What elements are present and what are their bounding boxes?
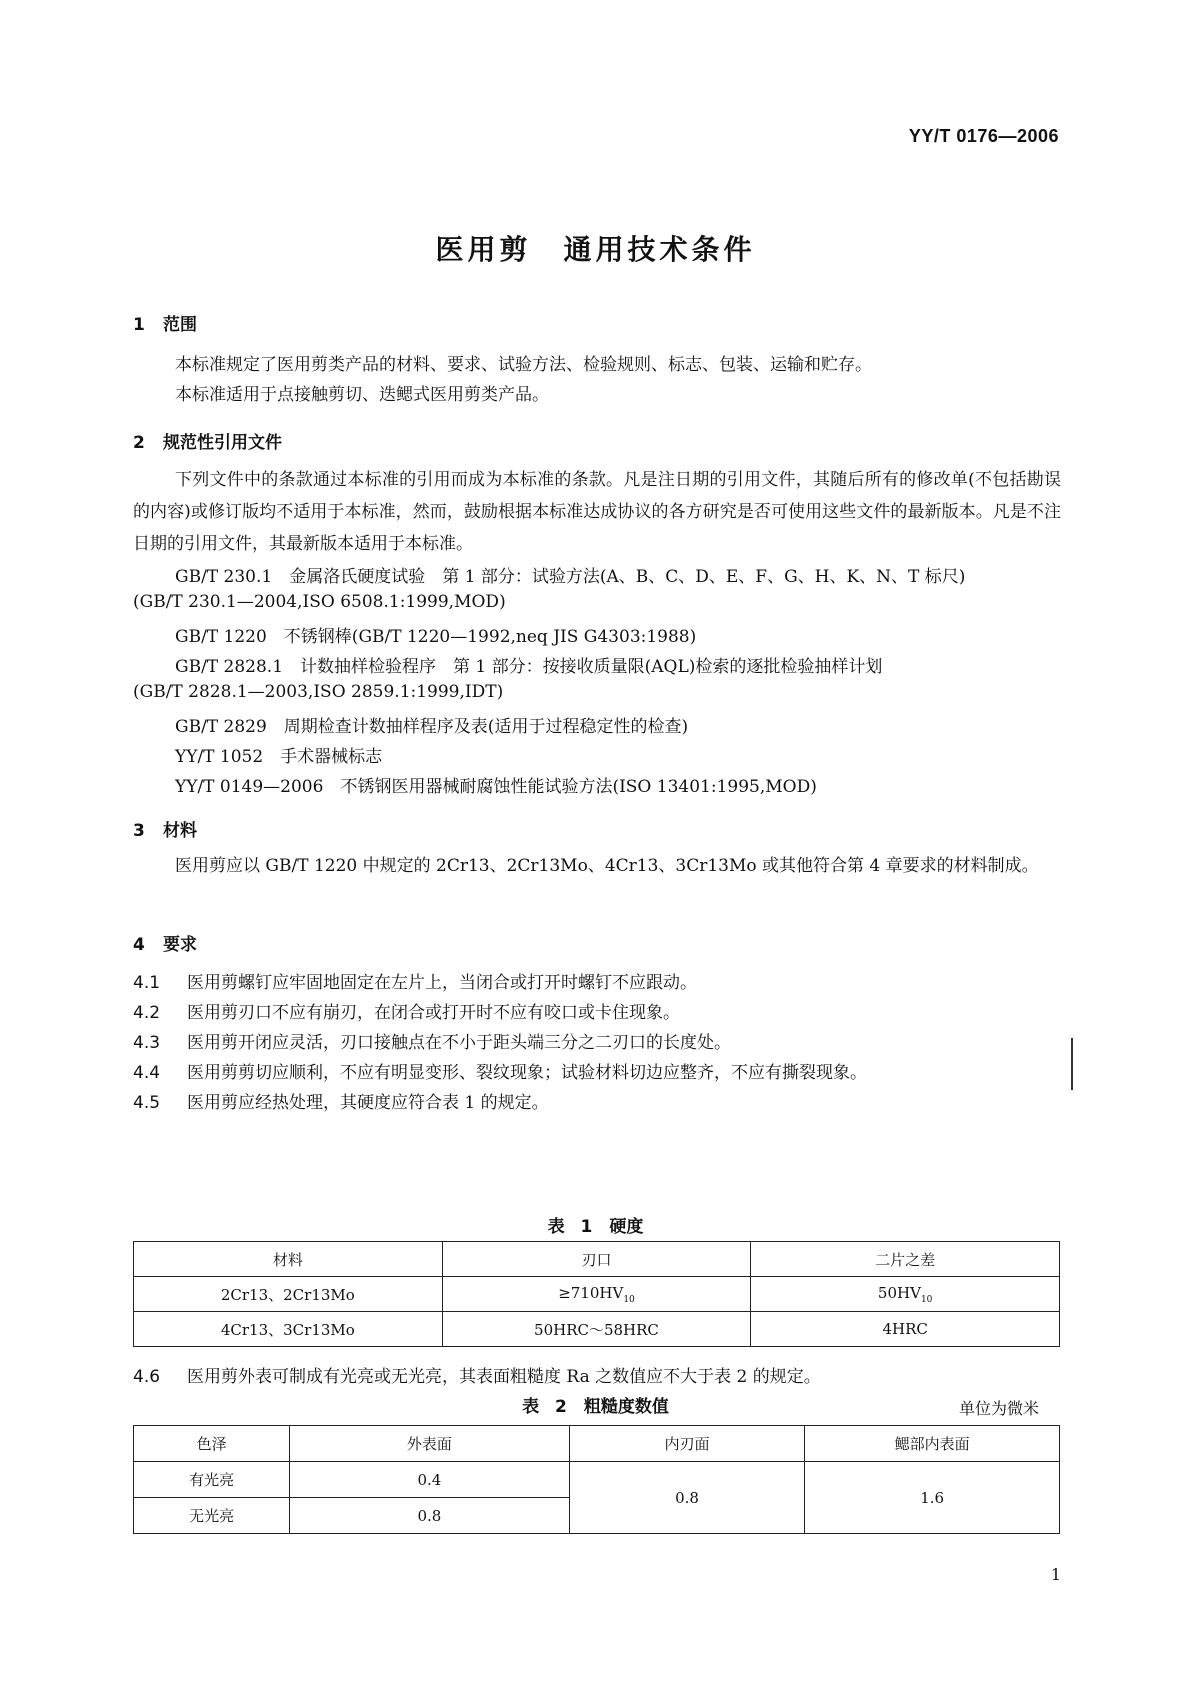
table-cell-merged: 0.8: [569, 1462, 805, 1534]
table-header-cell: 材料: [134, 1242, 443, 1277]
page-number: 1: [1050, 1565, 1061, 1584]
table-cell: [442, 1277, 751, 1312]
table-row: [134, 1277, 1060, 1312]
section-number: 4: [133, 935, 145, 955]
reference-item: GB/T 2828.1 计数抽样检验程序 第 1 部分：按接收质量限(AQL)检索的逐批检验抽样计划: [175, 657, 883, 677]
document-code: YY/T 0176—2006: [908, 126, 1059, 146]
requirement-item: [133, 1028, 731, 1053]
table-cell: 4HRC: [751, 1312, 1060, 1347]
value-main: ≥710HV: [558, 1283, 624, 1302]
table-header-cell: 刃口: [442, 1242, 751, 1277]
requirement-number: 4.3: [133, 1033, 161, 1053]
section-title: 材料: [163, 821, 197, 841]
requirement-number: 4.5: [133, 1093, 161, 1113]
requirement-text: 医用剪刃口不应有崩刃，在闭合或打开时不应有咬口或卡住现象。: [187, 1003, 680, 1023]
table-cell-merged: 1.6: [805, 1462, 1060, 1534]
section-heading-normative-references: [133, 428, 282, 453]
paragraph: 医用剪应以 GB/T 1220 中规定的 2Cr13、2Cr13Mo、4Cr13、3Cr13Mo 或其他符合第 4 章要求的材料制成。: [175, 856, 1039, 876]
requirement-number: 4.2: [133, 1003, 161, 1023]
table-unit-note: 单位为微米: [958, 1399, 1039, 1418]
table-header-cell: 二片之差: [751, 1242, 1060, 1277]
reference-item-cont: (GB/T 2828.1—2003,ISO 2859.1:1999,IDT): [133, 682, 504, 702]
table-header-cell: 外表面: [290, 1426, 569, 1462]
hardness-table: [133, 1241, 1060, 1347]
roughness-table: [133, 1425, 1060, 1534]
section-title: 范围: [163, 315, 197, 335]
paragraph: 本标准适用于点接触剪切、迭鳃式医用剪类产品。: [175, 385, 549, 405]
value-main: 50HV: [877, 1283, 921, 1302]
reference-item-cont: (GB/T 230.1—2004,ISO 6508.1:1999,MOD): [133, 592, 506, 612]
requirement-item: [133, 1088, 549, 1113]
value-subscript: 10: [920, 1294, 933, 1305]
table-header-row: [134, 1426, 1060, 1462]
requirement-text: 医用剪剪切应顺利，不应有明显变形、裂纹现象；试验材料切边应整齐，不应有撕裂现象。: [187, 1063, 867, 1083]
table-header-cell: 内刃面: [569, 1426, 805, 1462]
section-title: 要求: [163, 935, 197, 955]
paragraph-intro: 下列文件中的条款通过本标准的引用而成为本标准的条款。凡是注日期的引用文件，其随后所有的修改单(不包括勘误的内容)或修订版均不适用于本标准，然而，鼓励根据本标准达成协议的各方研究是否可使用这些文件的最新版本。凡是不注日期的引用文件，其最新版本适用于本标准。: [133, 470, 1061, 554]
requirement-number: 4.6: [133, 1367, 161, 1387]
requirement-number: 4.1: [133, 973, 161, 993]
requirement-item: [133, 968, 697, 993]
table-cell: [751, 1277, 1060, 1312]
section-number: 1: [133, 315, 145, 335]
requirement-item: [133, 998, 680, 1023]
requirement-text: 医用剪螺钉应牢固地固定在左片上，当闭合或打开时螺钉不应跟动。: [187, 973, 697, 993]
table-cell: 4Cr13、3Cr13Mo: [134, 1312, 443, 1347]
requirement-text: 医用剪外表可制成有光亮或无光亮，其表面粗糙度 Ra 之数值应不大于表 2 的规定。: [187, 1367, 821, 1387]
value-subscript: 10: [623, 1294, 635, 1305]
table-caption: 表 2 粗糙度数值: [522, 1397, 669, 1417]
table-header-cell: 鳃部内表面: [805, 1426, 1060, 1462]
reference-item: GB/T 230.1 金属洛氏硬度试验 第 1 部分：试验方法(A、B、C、D、E、F、G、H、K、N、T 标尺): [175, 567, 966, 587]
table-cell: 无光亮: [134, 1498, 290, 1534]
section-heading-requirements: [133, 930, 197, 955]
requirement-item: [133, 1058, 867, 1083]
reference-item: YY/T 0149—2006 不锈钢医用器械耐腐蚀性能试验方法(ISO 13401:1995,MOD): [175, 777, 817, 797]
section-heading-materials: [133, 816, 197, 841]
table-row: [134, 1462, 1060, 1498]
table-header-row: [134, 1242, 1060, 1277]
requirement-text: 医用剪开闭应灵活，刃口接触点在不小于距头端三分之二刃口的长度处。: [187, 1033, 731, 1053]
section-heading-scope: [133, 310, 197, 335]
requirement-text: 医用剪应经热处理，其硬度应符合表 1 的规定。: [187, 1093, 549, 1113]
margin-mark: [1071, 1038, 1073, 1090]
paragraph: 本标准规定了医用剪类产品的材料、要求、试验方法、检验规则、标志、包装、运输和贮存。: [175, 355, 872, 375]
requirement-item: [133, 1362, 821, 1387]
page-title: 医用剪 通用技术条件: [435, 233, 756, 266]
reference-item: GB/T 2829 周期检查计数抽样程序及表(适用于过程稳定性的检查): [175, 717, 689, 737]
table-cell: 50HRC～58HRC: [442, 1312, 751, 1347]
table-cell: 0.4: [290, 1462, 569, 1498]
table-header-cell: 色泽: [134, 1426, 290, 1462]
section-title: 规范性引用文件: [163, 433, 282, 453]
table-row: [134, 1312, 1060, 1347]
section-number: 3: [133, 821, 145, 841]
table-cell: 2Cr13、2Cr13Mo: [134, 1277, 443, 1312]
section-number: 2: [133, 433, 145, 453]
table-caption: 表 1 硬度: [547, 1217, 644, 1237]
table-cell: 有光亮: [134, 1462, 290, 1498]
table-cell: 0.8: [290, 1498, 569, 1534]
requirement-number: 4.4: [133, 1063, 161, 1083]
reference-item: YY/T 1052 手术器械标志: [175, 747, 383, 767]
reference-item: GB/T 1220 不锈钢棒(GB/T 1220—1992,neq JIS G4303:1988): [175, 627, 697, 647]
